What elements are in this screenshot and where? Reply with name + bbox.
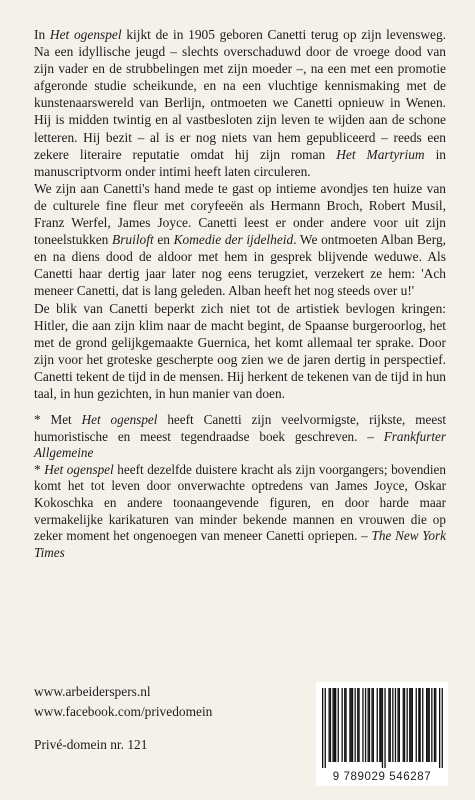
text-run: heeft dezelfde duistere kracht als zijn voorgangers; bovendien komt het tot leven door onverwachte optredens van James Joyce, Oskar Kokoschka en andere toonaangevende figuren, en door harde maar vermakelijke karikaturen van minder bekende mannen en vrouwen die op zeker moment het ongenoegen van meneer Canetti opriepen. – [34, 461, 446, 544]
text-run: in manuscriptvorm onder intimi heeft laten circuleren. [34, 146, 446, 179]
body-paragraph-3 [34, 300, 446, 403]
series-number: Privé-domein nr. 121 [34, 737, 148, 752]
text-run: en [153, 232, 174, 248]
italic-title-text: Komedie der ijdelheid [173, 232, 294, 248]
italic-title-text: Het ogenspel [81, 412, 158, 428]
text-run: De blik van Canetti beperkt zich niet tot de artistiek bevlogen kringen: Hitler, die aan zijn klim naar de macht begint, de Spaanse burgeroorlog, het met de grond gelijkgemaakte Guernica, het komt allemaal ter sprake. Door zijn voor het groteske gescherpte oog zien we de jaren dertig in perspectief. Canetti tekent de tijd in de mensen. Hij herkent de tekenen van de tijd in hun taal, in hun gezichten, in hun manier van doen. [34, 300, 446, 401]
isbn-digits: 9 789029 546287 [332, 771, 432, 783]
body-paragraph-1 [34, 26, 446, 180]
isbn-barcode [316, 682, 448, 786]
italic-title-text: Het ogenspel [44, 461, 114, 477]
review-quotes [34, 412, 446, 561]
review-quote-frankfurter [34, 412, 446, 462]
review-quote-nyt [34, 462, 446, 562]
barcode-bars-icon [316, 682, 448, 770]
text-run: We zijn aan Canetti's hand mede te gast op intieme avondjes ten huize van de culturele fine fleur met coryfeeën als Hermann Broch, Robert Musil, Franz Werfel, James Joyce. Canetti leest er onder andere voor uit zijn toneelstukken [34, 180, 446, 248]
italic-title-text: Bruiloft [112, 232, 154, 248]
body-paragraph-2 [34, 180, 446, 300]
italic-title-text: The New York Times [34, 528, 446, 560]
publisher-info [34, 682, 284, 755]
text-run: heeft Canetti zijn veelvormigste, rijkste, meest humoristische en meest tegendraadse boek geschreven. – [34, 412, 447, 444]
facebook-link[interactable]: www.facebook.com/privedomein [34, 703, 213, 719]
italic-title-text: Frankfurter Allgemeine [34, 428, 446, 461]
italic-title-text: Het ogenspel [49, 27, 122, 42]
text-run: . We ontmoeten Alban Berg, en na diens dood de aldoor met hem in gesprek blijvende weduwe. Als Canetti haar dertig jaar later nog eens terugziet, verzekert ze hem: 'Ach meneer Canetti, dat is lang geleden. Alban heeft het nog steeds over u!' [34, 232, 446, 299]
italic-title-text: Het Martyrium [336, 146, 425, 162]
text-run: In [34, 27, 50, 42]
text-run: * [34, 461, 45, 477]
text-run: kijkt de in 1905 geboren Canetti terug op zijn levensweg. Na een idyllische jeugd – slechts overschaduwd door de vroege dood van zijn vader en de strubbelingen met zijn moeder –, na een met een promotie afgeronde studie scheikunde, en na een vluchtige kennismaking met de kunstenaarswereld van Berlijn, ontmoeten we Canetti opnieuw in Wenen. Hij is midden twintig en al vastbesloten zijn leven te wijden aan de schone letteren. Hij bezit – al is er nog niets van hem gepubliceerd – reeds een zekere literaire reputatie omdat hij zijn roman [34, 27, 446, 162]
text-run: * Met [34, 412, 82, 428]
publisher-website-link[interactable]: www.arbeiderspers.nl [34, 684, 151, 699]
back-cover-text [34, 26, 446, 561]
